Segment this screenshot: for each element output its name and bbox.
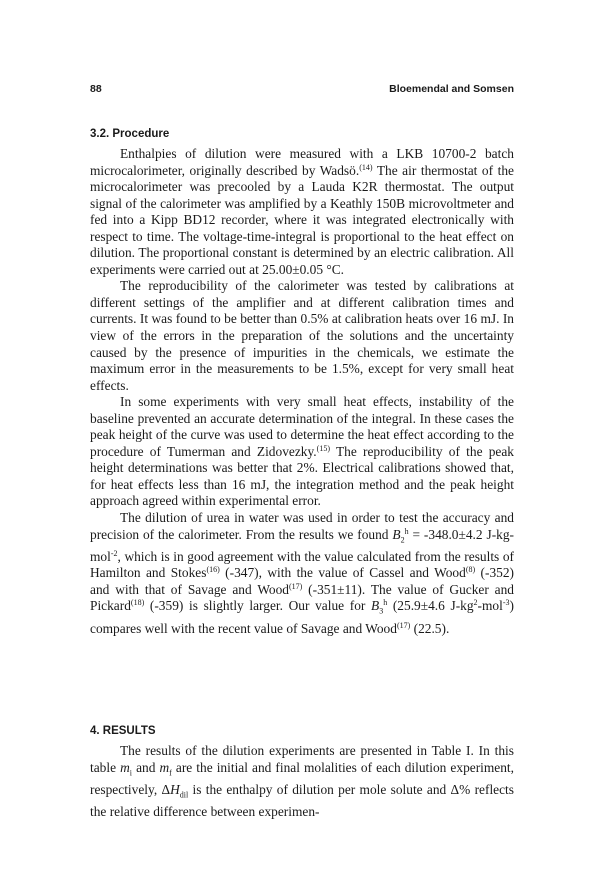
section-heading-procedure: 3.2. Procedure: [90, 128, 170, 140]
procedure-paragraph-2: The reproducibility of the calorimeter was tested by calibrations at different settings of the amplifier and at different calibration times and currents. It was found to be better than 0.5% at calibration heats over 16 mJ. In view of the errors in the preparation of the solutions and the uncertainty caused by the presence of impurities in the chemicals, we estimate the maximum error in the measurements to be 1.5%, except for very small heat effects.: [90, 278, 514, 393]
procedure-paragraph-4: The dilution of urea in water was used in order to test the accuracy and precision of the calorimeter. From the results we found $B_2^h = -348.0\pm 4.2$ J-kg-mol$^{-2}$, which is in good agreement with the value calculated from the results of Hamilton and Stokes$^{(16)}$ (-347), with the value of Cassel and Wood$^{(8)}$ (-352) and with that of Savage and Wood$^{(17)}$ (-351±11). The value of Gucker and Pickard$^{(18)}$ (-359) is slightly larger. Our value for $B_3^h$ (25.9±4.6 $J-kg^2-mol^{-3}$) compares well with the recent value of Savage and Wood$^{(17)}$ (22.5).: [90, 510, 515, 636]
section-heading-results: 4. RESULTS: [90, 725, 156, 737]
page-number: 88: [90, 83, 102, 95]
results-body: [90, 743, 514, 821]
procedure-paragraph-3: In some experiments with very small heat effects, instability of the baseline prevented an accurate determination of the integral. In these cases the peak height of the curve was used to determine the heat effect according to the procedure of Tumerman and Zidovezky.$^{(15)}$ The reproducibility of the peak height determinations was better that 2%. Electrical calibrations showed that, for heat effects less than 16 mJ, the integration method and the peak height approach agreed within experimental error.: [90, 394, 515, 509]
procedure-paragraph-1: Enthalpies of dilution were measured with a LKB 10700-2 batch microcalorimeter, originally described by Wadsö.$^{(14)}$ The air thermostat of the microcalorimeter was precooled by a Lauda K2R thermostat. The output signal of the calorimeter was amplified by a Keathly 150B microvoltmeter and fed into a Kipp BD12 recorder, where it was integrated electronically with respect to time. The voltage-time-integral is proportional to the heat effect on dilution. The proportional constant is determined by an electric calibration. All experiments were carried out at 25.00±0.05 °C.: [90, 146, 514, 277]
running-head-authors: Bloemendal and Somsen: [389, 83, 514, 95]
procedure-body: [90, 146, 514, 637]
results-paragraph-1: The results of the dilution experiments are presented in Table I. In this table $m_i$ and $m_f$ are the initial and final molalities of each dilution experiment, respectively, $\Delta H_{dil}$ is the enthalpy of dilution per mole solute and Δ% reflects the relative difference between experimen-: [90, 743, 515, 819]
